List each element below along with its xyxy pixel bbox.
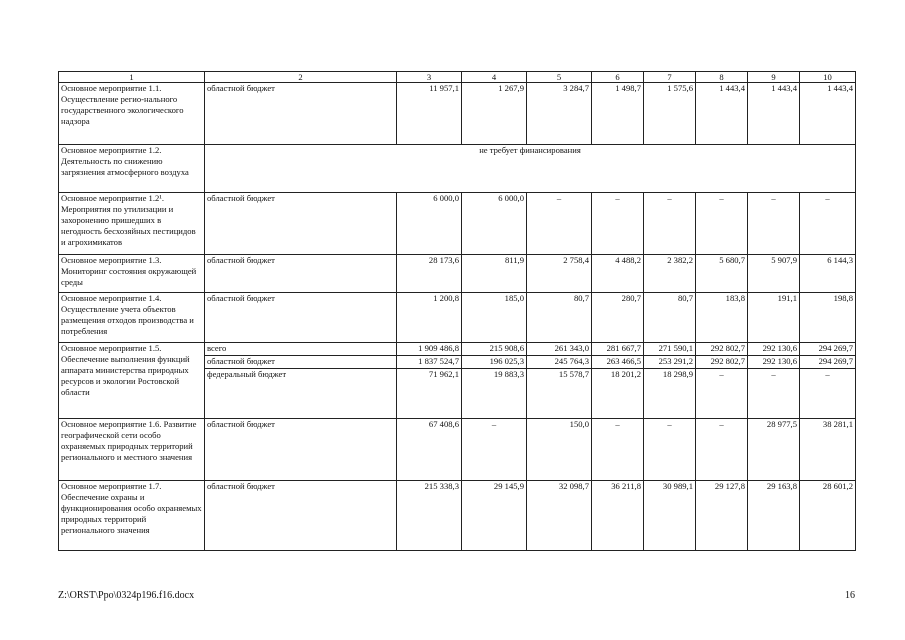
amount-cell: 6 000,0 bbox=[462, 193, 527, 255]
amount-cell: – bbox=[527, 193, 592, 255]
table-row bbox=[59, 419, 856, 481]
amount-cell: 245 764,3 bbox=[527, 356, 592, 369]
amount-cell: – bbox=[696, 419, 748, 481]
amount-cell: 28 173,6 bbox=[397, 255, 462, 293]
amount-cell: 294 269,7 bbox=[800, 356, 856, 369]
funding-source: всего bbox=[205, 343, 397, 356]
amount-cell: 5 907,9 bbox=[748, 255, 800, 293]
amount-cell: 1 267,9 bbox=[462, 83, 527, 145]
measure-name: Основное мероприятие 1.3. Мониторинг состояния окружающей среды bbox=[59, 255, 205, 293]
column-header: 3 bbox=[397, 72, 462, 83]
amount-cell: – bbox=[800, 369, 856, 419]
column-header: 5 bbox=[527, 72, 592, 83]
amount-cell: 281 667,7 bbox=[592, 343, 644, 356]
amount-cell: 292 802,7 bbox=[696, 356, 748, 369]
amount-cell: 185,0 bbox=[462, 293, 527, 343]
amount-cell: 280,7 bbox=[592, 293, 644, 343]
amount-cell: 29 127,8 bbox=[696, 481, 748, 551]
table-row bbox=[59, 481, 856, 551]
table-row bbox=[59, 83, 856, 145]
funding-source: федеральный бюджет bbox=[205, 369, 397, 419]
column-header: 10 bbox=[800, 72, 856, 83]
amount-cell: 28 977,5 bbox=[748, 419, 800, 481]
funding-source: областной бюджет bbox=[205, 255, 397, 293]
amount-cell: 19 883,3 bbox=[462, 369, 527, 419]
amount-cell: 5 680,7 bbox=[696, 255, 748, 293]
funding-source: областной бюджет bbox=[205, 419, 397, 481]
measure-name: Основное мероприятие 1.7. Обеспечение охраны и функционирования особо охраняемых природных территорий регионального значения bbox=[59, 481, 205, 551]
amount-cell: 3 284,7 bbox=[527, 83, 592, 145]
amount-cell: 18 298,9 bbox=[644, 369, 696, 419]
amount-cell: 150,0 bbox=[527, 419, 592, 481]
amount-cell: – bbox=[696, 193, 748, 255]
column-header: 6 bbox=[592, 72, 644, 83]
amount-cell: 811,9 bbox=[462, 255, 527, 293]
amount-cell: 294 269,7 bbox=[800, 343, 856, 356]
amount-cell: 183,8 bbox=[696, 293, 748, 343]
amount-cell: 15 578,7 bbox=[527, 369, 592, 419]
amount-cell: – bbox=[748, 193, 800, 255]
column-header: 9 bbox=[748, 72, 800, 83]
column-header: 7 bbox=[644, 72, 696, 83]
amount-cell: 18 201,2 bbox=[592, 369, 644, 419]
amount-cell: 2 382,2 bbox=[644, 255, 696, 293]
amount-cell: 1 200,8 bbox=[397, 293, 462, 343]
amount-cell: 32 098,7 bbox=[527, 481, 592, 551]
amount-cell: 1 443,4 bbox=[696, 83, 748, 145]
amount-cell: – bbox=[800, 193, 856, 255]
amount-cell: 4 488,2 bbox=[592, 255, 644, 293]
column-header: 2 bbox=[205, 72, 397, 83]
amount-cell: 1 443,4 bbox=[748, 83, 800, 145]
column-header: 8 bbox=[696, 72, 748, 83]
budget-table bbox=[58, 71, 856, 551]
amount-cell: 196 025,3 bbox=[462, 356, 527, 369]
amount-cell: 67 408,6 bbox=[397, 419, 462, 481]
amount-cell: 6 144,3 bbox=[800, 255, 856, 293]
amount-cell: – bbox=[696, 369, 748, 419]
amount-cell: 28 601,2 bbox=[800, 481, 856, 551]
funding-source: областной бюджет bbox=[205, 356, 397, 369]
table-row bbox=[59, 293, 856, 343]
measure-name: Основное мероприятие 1.1. Осуществление регио-нального государственного экологического надзора bbox=[59, 83, 205, 145]
amount-cell: 80,7 bbox=[644, 293, 696, 343]
amount-cell: 1 498,7 bbox=[592, 83, 644, 145]
amount-cell: – bbox=[462, 419, 527, 481]
amount-cell: 292 802,7 bbox=[696, 343, 748, 356]
amount-cell: 215 908,6 bbox=[462, 343, 527, 356]
amount-cell: 1 909 486,8 bbox=[397, 343, 462, 356]
amount-cell: 1 443,4 bbox=[800, 83, 856, 145]
measure-name: Основное мероприятие 1.5. Обеспечение выполнения функций аппарата министерства природных ресурсов и экологии Ростовской области bbox=[59, 343, 205, 419]
amount-cell: – bbox=[748, 369, 800, 419]
column-header: 4 bbox=[462, 72, 527, 83]
amount-cell: 271 590,1 bbox=[644, 343, 696, 356]
footer-file-path: Z:\ORST\Ppo\0324p196.f16.docx bbox=[58, 590, 195, 601]
amount-cell: 198,8 bbox=[800, 293, 856, 343]
table-row bbox=[59, 193, 856, 255]
amount-cell: 1 575,6 bbox=[644, 83, 696, 145]
amount-cell: 215 338,3 bbox=[397, 481, 462, 551]
amount-cell: – bbox=[592, 193, 644, 255]
funding-note: не требует финансирования bbox=[205, 145, 856, 193]
amount-cell: 261 343,0 bbox=[527, 343, 592, 356]
amount-cell: 292 130,6 bbox=[748, 356, 800, 369]
column-header: 1 bbox=[59, 72, 205, 83]
measure-name: Основное мероприятие 1.6. Развитие географической сети особо охраняемых природных территорий регионального и местного значения bbox=[59, 419, 205, 481]
measure-name: Основное мероприятие 1.4. Осуществление учета объектов размещения отходов производства и потребления bbox=[59, 293, 205, 343]
amount-cell: 191,1 bbox=[748, 293, 800, 343]
amount-cell: 71 962,1 bbox=[397, 369, 462, 419]
measure-name: Основное мероприятие 1.2. Деятельность по снижению загрязнения атмосферного воздуха bbox=[59, 145, 205, 193]
amount-cell: 6 000,0 bbox=[397, 193, 462, 255]
amount-cell: – bbox=[644, 193, 696, 255]
amount-cell: – bbox=[644, 419, 696, 481]
amount-cell: 292 130,6 bbox=[748, 343, 800, 356]
measure-name: Основное мероприятие 1.2¹. Мероприятия по утилизации и захоронению пришедших в негодность бесхозяйных пестицидов и агрохимикатов bbox=[59, 193, 205, 255]
funding-source: областной бюджет bbox=[205, 83, 397, 145]
amount-cell: 29 145,9 bbox=[462, 481, 527, 551]
amount-cell: – bbox=[592, 419, 644, 481]
page-number: 16 bbox=[845, 590, 855, 601]
amount-cell: 2 758,4 bbox=[527, 255, 592, 293]
amount-cell: 36 211,8 bbox=[592, 481, 644, 551]
amount-cell: 11 957,1 bbox=[397, 83, 462, 145]
amount-cell: 263 466,5 bbox=[592, 356, 644, 369]
funding-source: областной бюджет bbox=[205, 293, 397, 343]
funding-source: областной бюджет bbox=[205, 481, 397, 551]
amount-cell: 1 837 524,7 bbox=[397, 356, 462, 369]
table-row bbox=[59, 343, 856, 356]
funding-source: областной бюджет bbox=[205, 193, 397, 255]
amount-cell: 30 989,1 bbox=[644, 481, 696, 551]
amount-cell: 253 291,2 bbox=[644, 356, 696, 369]
table-row bbox=[59, 145, 856, 193]
amount-cell: 38 281,1 bbox=[800, 419, 856, 481]
amount-cell: 29 163,8 bbox=[748, 481, 800, 551]
header-row bbox=[59, 72, 856, 83]
table-row bbox=[59, 255, 856, 293]
amount-cell: 80,7 bbox=[527, 293, 592, 343]
